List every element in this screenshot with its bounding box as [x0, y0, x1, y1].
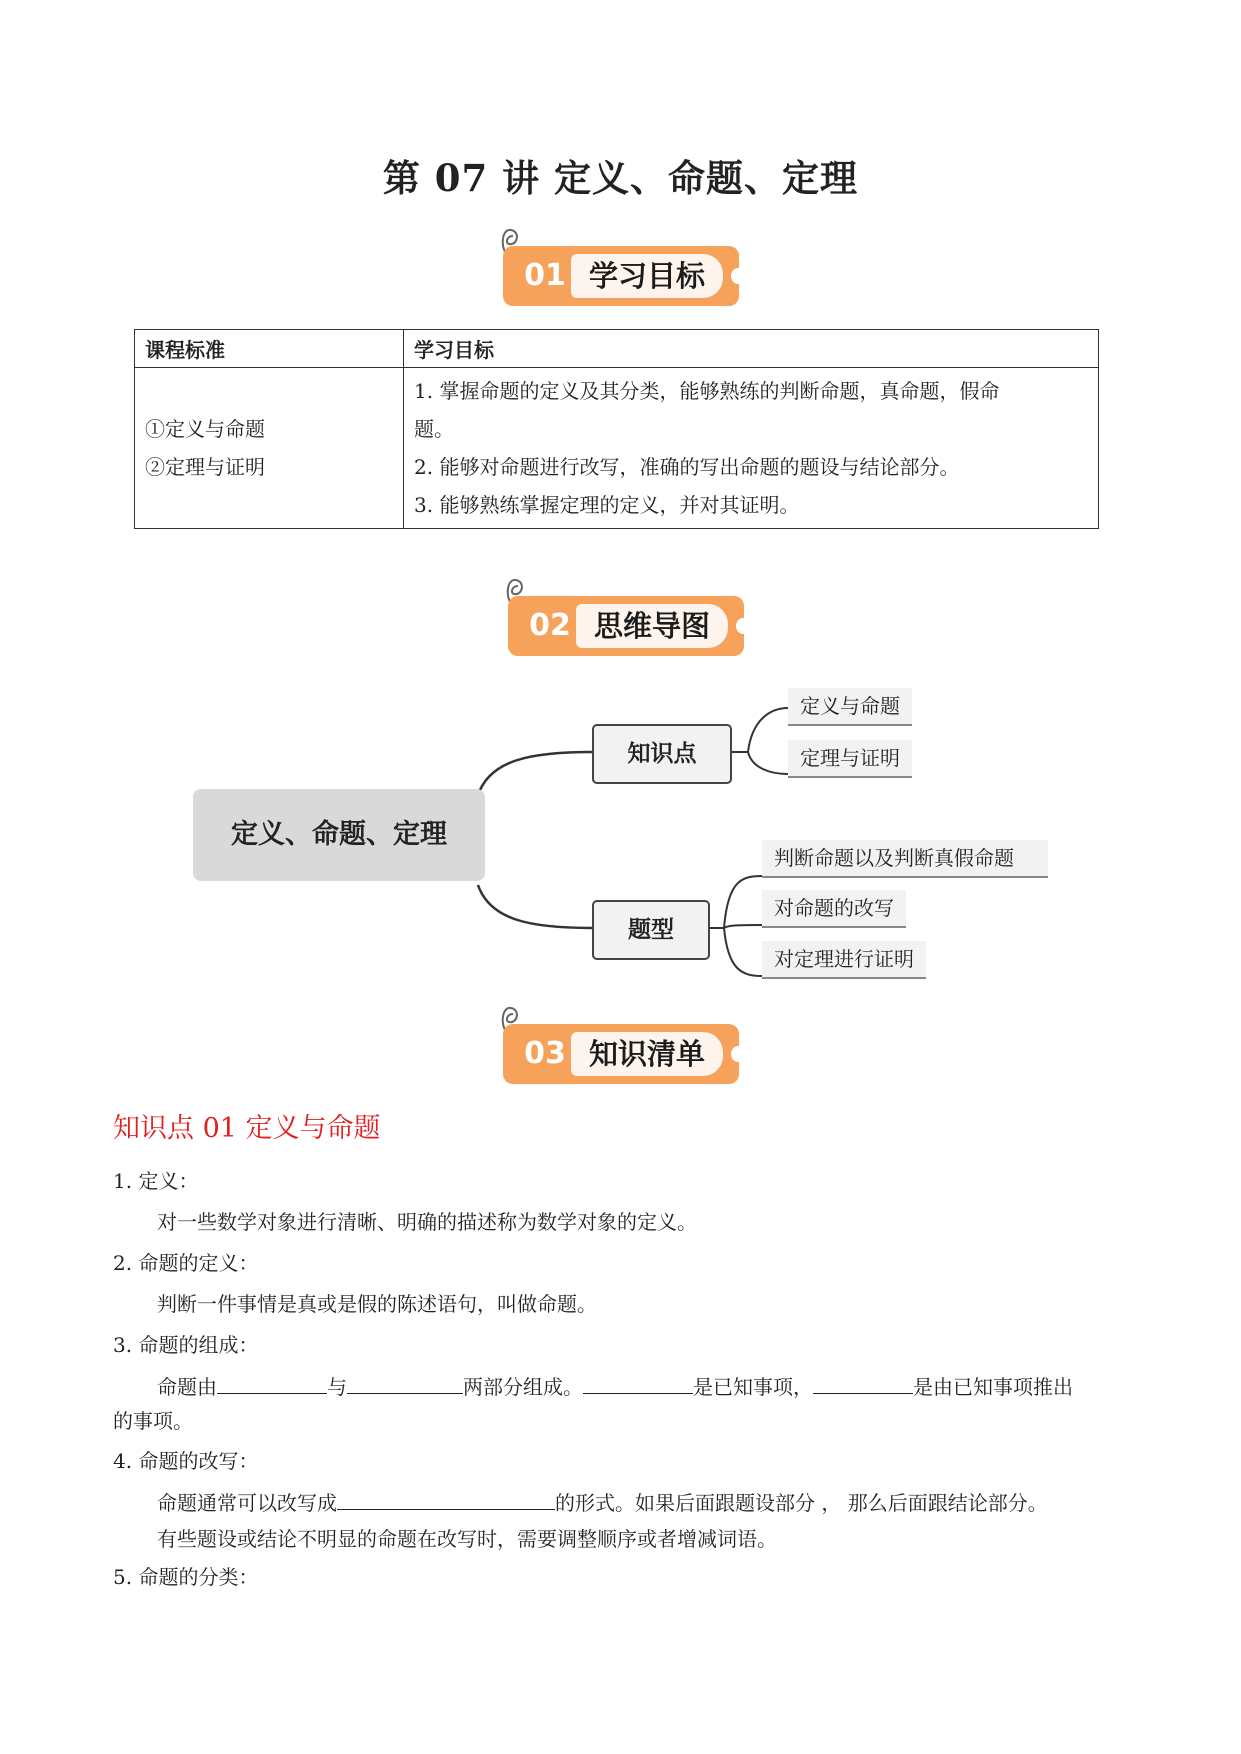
item-text: 对一些数学对象进行清晰、明确的描述称为数学对象的定义。: [157, 1210, 697, 1234]
section-badge-knowledge-list: [503, 1024, 739, 1084]
item-label: 2. 命题的定义：: [113, 1251, 259, 1275]
mindmap-leaf: 定理与证明: [788, 740, 912, 778]
text-fragment: 的形式。如果后面跟题设部分 ， 那么后面跟结论部分。: [555, 1491, 1048, 1515]
badge-number: 01: [524, 258, 566, 293]
item-text: 的事项。: [113, 1409, 193, 1433]
text-fragment: 是已知事项，: [693, 1375, 813, 1399]
standard-item: ②定理与证明: [145, 455, 265, 479]
badge-number: 02: [529, 608, 571, 643]
badge-number: 03: [524, 1036, 566, 1071]
page-title: 第 07 讲 定义、命题、定理: [382, 156, 859, 200]
text-fragment: 命题通常可以改写成: [157, 1491, 337, 1515]
mindmap-root: 定义、命题、定理: [193, 789, 485, 881]
badge-notch: [731, 1046, 745, 1062]
mindmap-leaf: 对命题的改写: [762, 890, 906, 928]
goal-line: 题。: [414, 417, 454, 441]
standard-item: ①定义与命题: [145, 417, 265, 441]
item-label: 5. 命题的分类：: [113, 1565, 259, 1589]
item-label: 1. 定义：: [113, 1169, 199, 1193]
knowledge-heading: 知识点 01 定义与命题: [113, 1113, 381, 1144]
fill-in-line: [157, 1371, 1073, 1402]
answer-blank[interactable]: [583, 1371, 693, 1394]
mindmap-leaf: 对定理进行证明: [762, 941, 926, 979]
badge-label: 思维导图: [576, 604, 728, 648]
goal-line: 1. 掌握命题的定义及其分类，能够熟练的判断命题，真命题，假命: [414, 379, 1000, 403]
text-fragment: 两部分组成。: [463, 1375, 583, 1399]
mindmap-branch-knowledge: 知识点: [592, 724, 732, 784]
answer-blank[interactable]: [813, 1371, 913, 1394]
goal-line: 3. 能够熟练掌握定理的定义，并对其证明。: [414, 493, 800, 517]
answer-blank[interactable]: [337, 1487, 555, 1510]
item-text: 判断一件事情是真或是假的陈述语句，叫做命题。: [157, 1292, 597, 1316]
text-fragment: 与: [327, 1375, 347, 1399]
mindmap-leaf: 定义与命题: [788, 688, 912, 726]
item-label: 3. 命题的组成：: [113, 1333, 259, 1357]
goal-line: 2. 能够对命题进行改写，准确的写出命题的题设与结论部分。: [414, 455, 960, 479]
mindmap-leaf: 判断命题以及判断真假命题: [762, 840, 1048, 878]
answer-blank[interactable]: [347, 1371, 463, 1394]
item-text: 有些题设或结论不明显的命题在改写时，需要调整顺序或者增减词语。: [157, 1527, 777, 1551]
item-label: 4. 命题的改写：: [113, 1449, 259, 1473]
fill-in-line: [157, 1487, 1048, 1518]
badge-label: 学习目标: [571, 254, 723, 298]
mindmap-branch-question-types: 题型: [592, 900, 710, 960]
badge-label: 知识清单: [571, 1032, 723, 1076]
text-fragment: 命题由: [157, 1375, 217, 1399]
table-header-standard: 课程标准: [135, 330, 404, 368]
text-fragment: 是由已知事项推出: [913, 1375, 1073, 1399]
answer-blank[interactable]: [217, 1371, 327, 1394]
table-header-goal: 学习目标: [404, 330, 1099, 368]
